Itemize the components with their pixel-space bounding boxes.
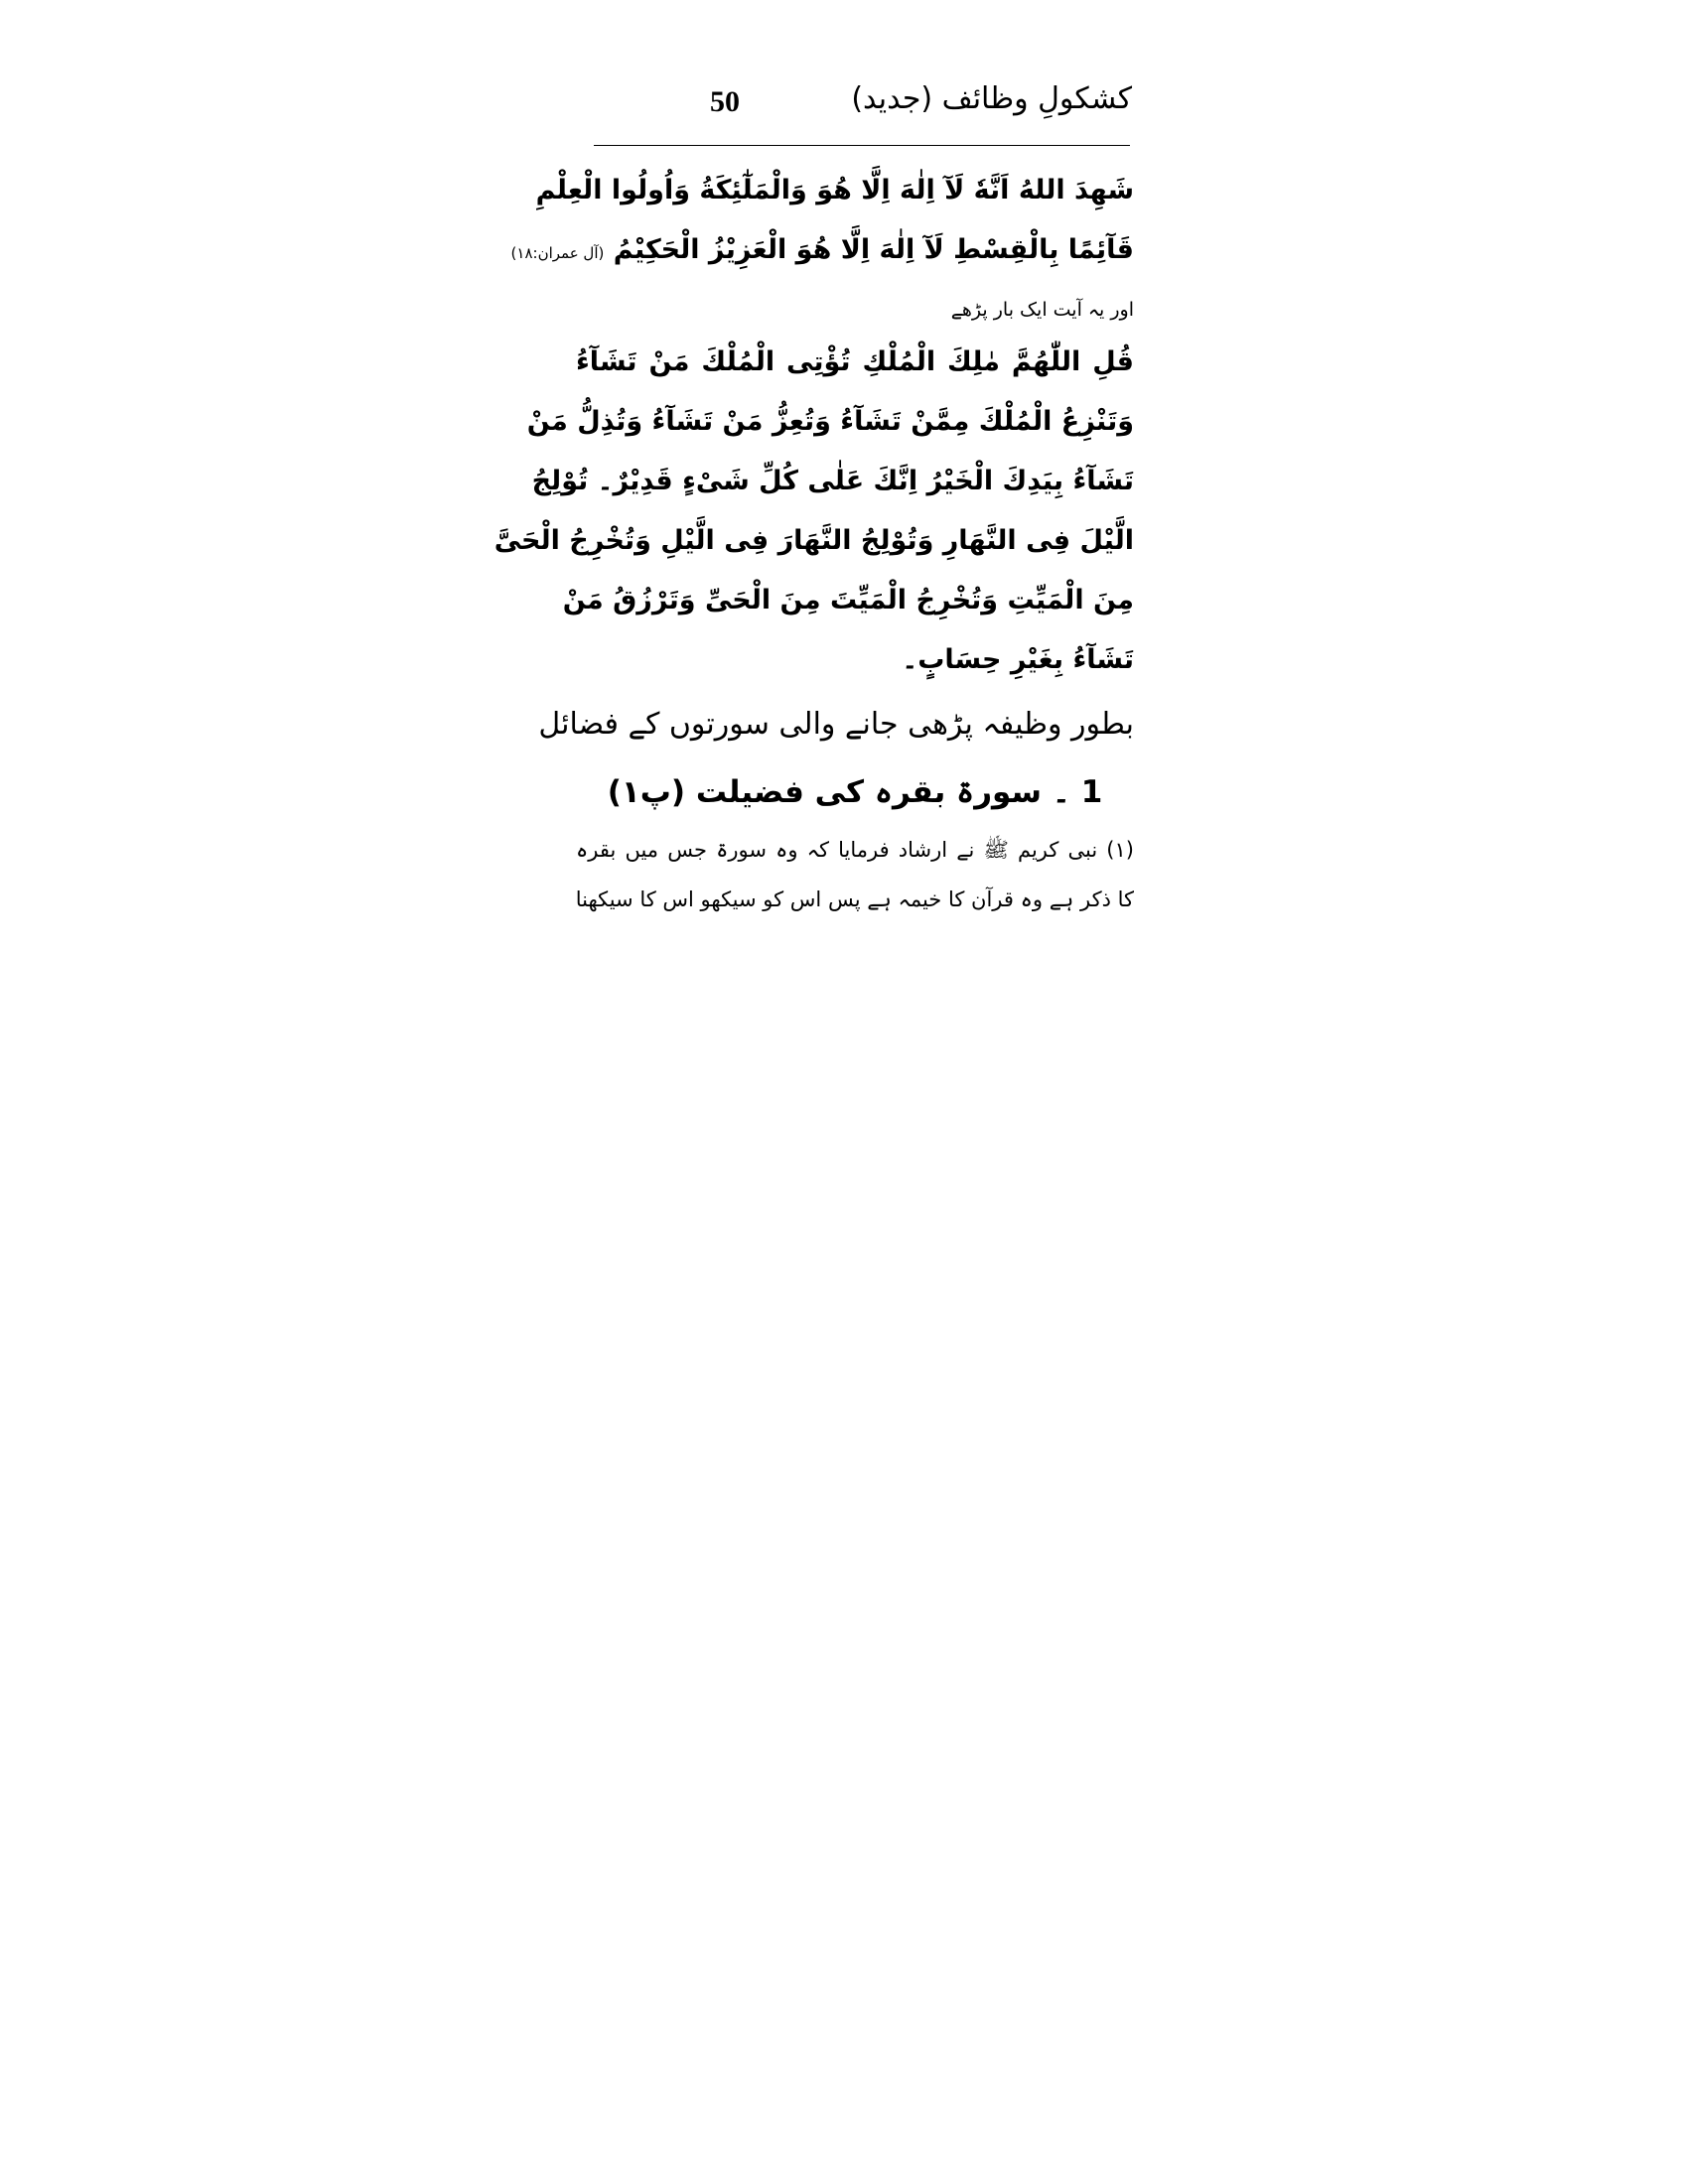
section-heading: بطور وظیفہ پڑھی جانے والی سورتوں کے فضائل (538, 707, 1134, 742)
header-divider (594, 145, 1130, 146)
verse-1-line-2 (510, 220, 1134, 283)
instruction-text: اور یہ آیت ایک بار پڑھے (950, 299, 1134, 321)
body-line-1: (۱) نبی کریم ﷺ نے ارشاد فرمایا کہ وہ سورۃ جس میں بقرہ (576, 838, 1134, 862)
page-header (591, 77, 1132, 147)
verse-1-line-2-text: قَآئِمًا بِالْقِسْطِ لَآ اِلٰهَ اِلَّا هُوَ الْعَزِيْزُ الْحَكِيْمُ (613, 234, 1134, 265)
body-line-2: کا ذکر ہے وہ قرآن کا خیمہ ہے پس اس کو سیکھو اس کا سیکھنا (575, 887, 1134, 911)
verse-1-line-1: شَهِدَ اللهُ اَنَّهٗ لَآ اِلٰهَ اِلَّا هُوَ وَالْمَلٰٓئِكَةُ وَاُولُوا الْعِلْمِ (535, 175, 1134, 205)
verse-reference: (آل عمران:۱۸) (510, 244, 605, 262)
book-title: کشکولِ وظائف (جدید) (851, 81, 1132, 116)
verse-2-line-1: قُلِ اللّٰهُمَّ مٰلِكَ الْمُلْكِ تُؤْتِى الْمُلْكَ مَنْ تَشَآءُ (576, 346, 1134, 377)
page-content (493, 161, 1134, 924)
verse-2-line-6: تَشَآءُ بِغَيْرِ حِسَابٍ۔ (902, 644, 1134, 675)
page-number: 50 (710, 85, 740, 118)
sub-heading: 1 ۔ سورۃ بقرہ کی فضیلت (پ۱) (607, 774, 1103, 810)
verse-2-line-3: تَشَآءُ بِيَدِكَ الْخَيْرُ اِنَّكَ عَلٰى كُلِّ شَىْءٍ قَدِيْرٌ۔ تُوْلِجُ (531, 466, 1134, 496)
verse-2-line-2: وَتَنْزِعُ الْمُلْكَ مِمَّنْ تَشَآءُ وَتُعِزُّ مَنْ تَشَآءُ وَتُذِلُّ مَنْ (526, 406, 1134, 437)
verse-2-line-4: الَّيْلَ فِى النَّهَارِ وَتُوْلِجُ النَّهَارَ فِى الَّيْلِ وَتُخْرِجُ الْحَىَّ (493, 525, 1134, 556)
verse-2-line-5: مِنَ الْمَيِّتِ وَتُخْرِجُ الْمَيِّتَ مِنَ الْحَىِّ وَتَرْزُقُ مَنْ (562, 585, 1134, 615)
